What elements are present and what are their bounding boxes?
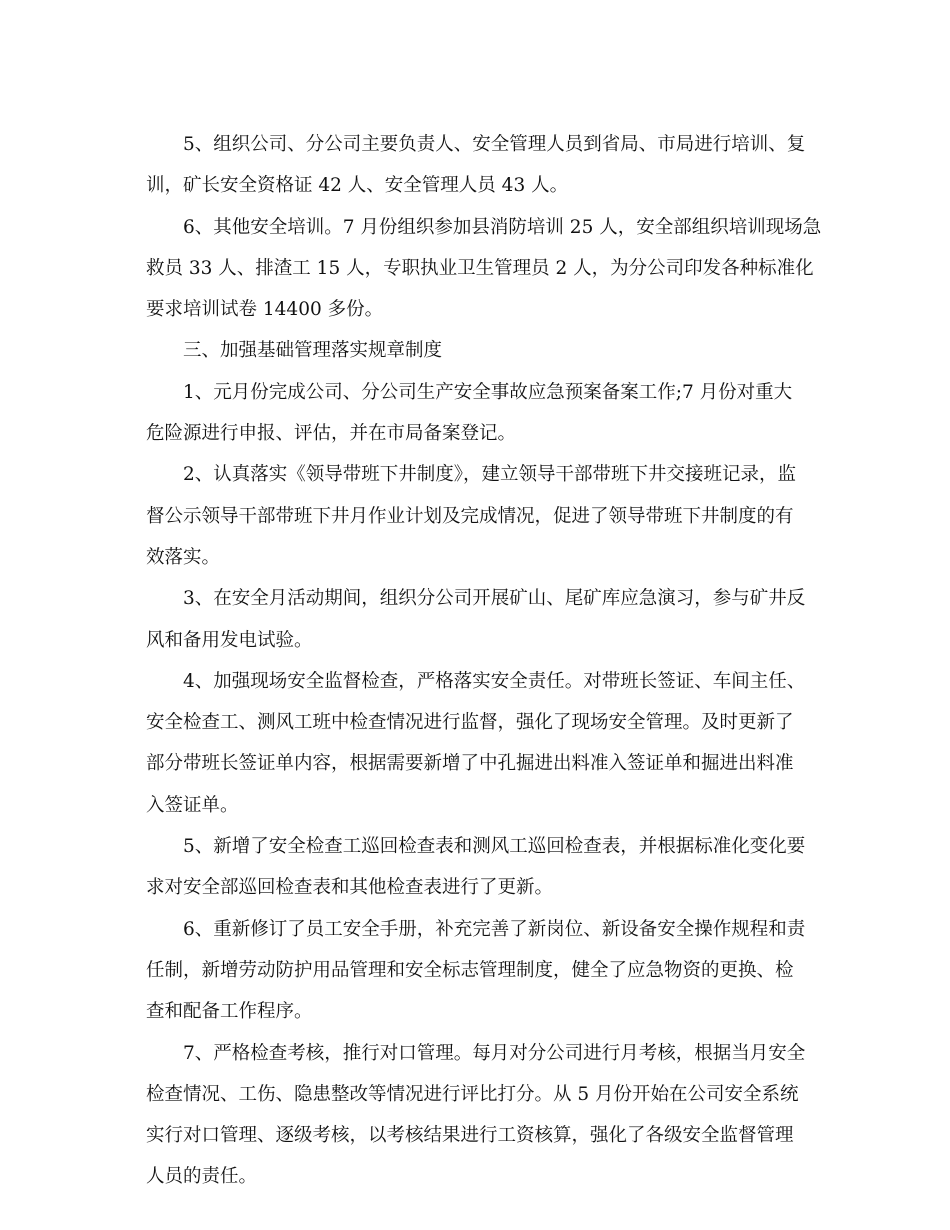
text-line: 人员的责任。: [146, 1166, 258, 1188]
document-body: [146, 124, 822, 1198]
text-line: 督公示领导干部带班下井月作业计划及完成情况，促进了领导带班下井制度的有: [146, 505, 794, 527]
text-line: 1、元月份完成公司、分公司生产安全事故应急预案备案工作;7 月份对重大: [183, 381, 793, 403]
text-line: 入签证单。: [146, 794, 239, 816]
text-line: 6、重新修订了员工安全手册，补充完善了新岗位、新设备安全操作规程和责: [183, 918, 806, 940]
document-page: [146, 124, 822, 1198]
text-line: 效落实。: [146, 546, 221, 568]
text-line: 危险源进行申报、评估，并在市局备案登记。: [146, 423, 517, 445]
text-line: 7、严格检查考核，推行对口管理。每月对分公司进行月考核，根据当月安全: [183, 1042, 806, 1064]
text-line: 安全检查工、测风工班中检查情况进行监督，强化了现场安全管理。及时更新了: [146, 712, 794, 734]
text-line: 5、组织公司、分公司主要负责人、安全管理人员到省局、市局进行培训、复: [183, 134, 806, 155]
text-line: 风和备用发电试验。: [146, 629, 313, 651]
text-line: 3、在安全月活动期间，组织分公司开展矿山、尾矿库应急演习，参与矿井反: [183, 588, 806, 610]
text-line: 2、认真落实《领导带班下井制度》，建立领导干部带班下井交接班记录，监: [183, 464, 797, 486]
text-line: 4、加强现场安全监督检查，严格落实安全责任。对带班长签证、车间主任、: [183, 670, 806, 692]
text-line: 检查情况、工伤、隐患整改等情况进行评比打分。从 5 月份开始在公司安全系统: [146, 1083, 799, 1105]
text-line: 求对安全部巡回检查表和其他检查表进行了更新。: [146, 877, 554, 899]
text-line: 6、其他安全培训。7 月份组织参加县消防培训 25 人，安全部组织培训现场急: [183, 216, 822, 238]
text-line: 任制，新增劳动防护用品管理和安全标志管理制度，健全了应急物资的更换、检: [146, 959, 794, 981]
text-line: 要求培训试卷 14400 多份。: [146, 299, 384, 321]
text-line: 5、新增了安全检查工巡回检查表和测风工巡回检查表，并根据标准化变化要: [183, 836, 806, 858]
text-line: 三、加强基础管理落实规章制度: [183, 340, 443, 362]
text-line: 救员 33 人、排渣工 15 人，专职执业卫生管理员 2 人，为分公司印发各种标准化: [146, 257, 814, 279]
text-line: 部分带班长签证单内容，根据需要新增了中孔掘进出料准入签证单和掘进出料准: [146, 753, 794, 775]
text-line: 训，矿长安全资格证 42 人、安全管理人员 43 人。: [146, 175, 569, 197]
text-line: 实行对口管理、逐级考核，以考核结果进行工资核算，强化了各级安全监督管理: [146, 1125, 794, 1147]
text-line: 查和配备工作程序。: [146, 1001, 313, 1023]
